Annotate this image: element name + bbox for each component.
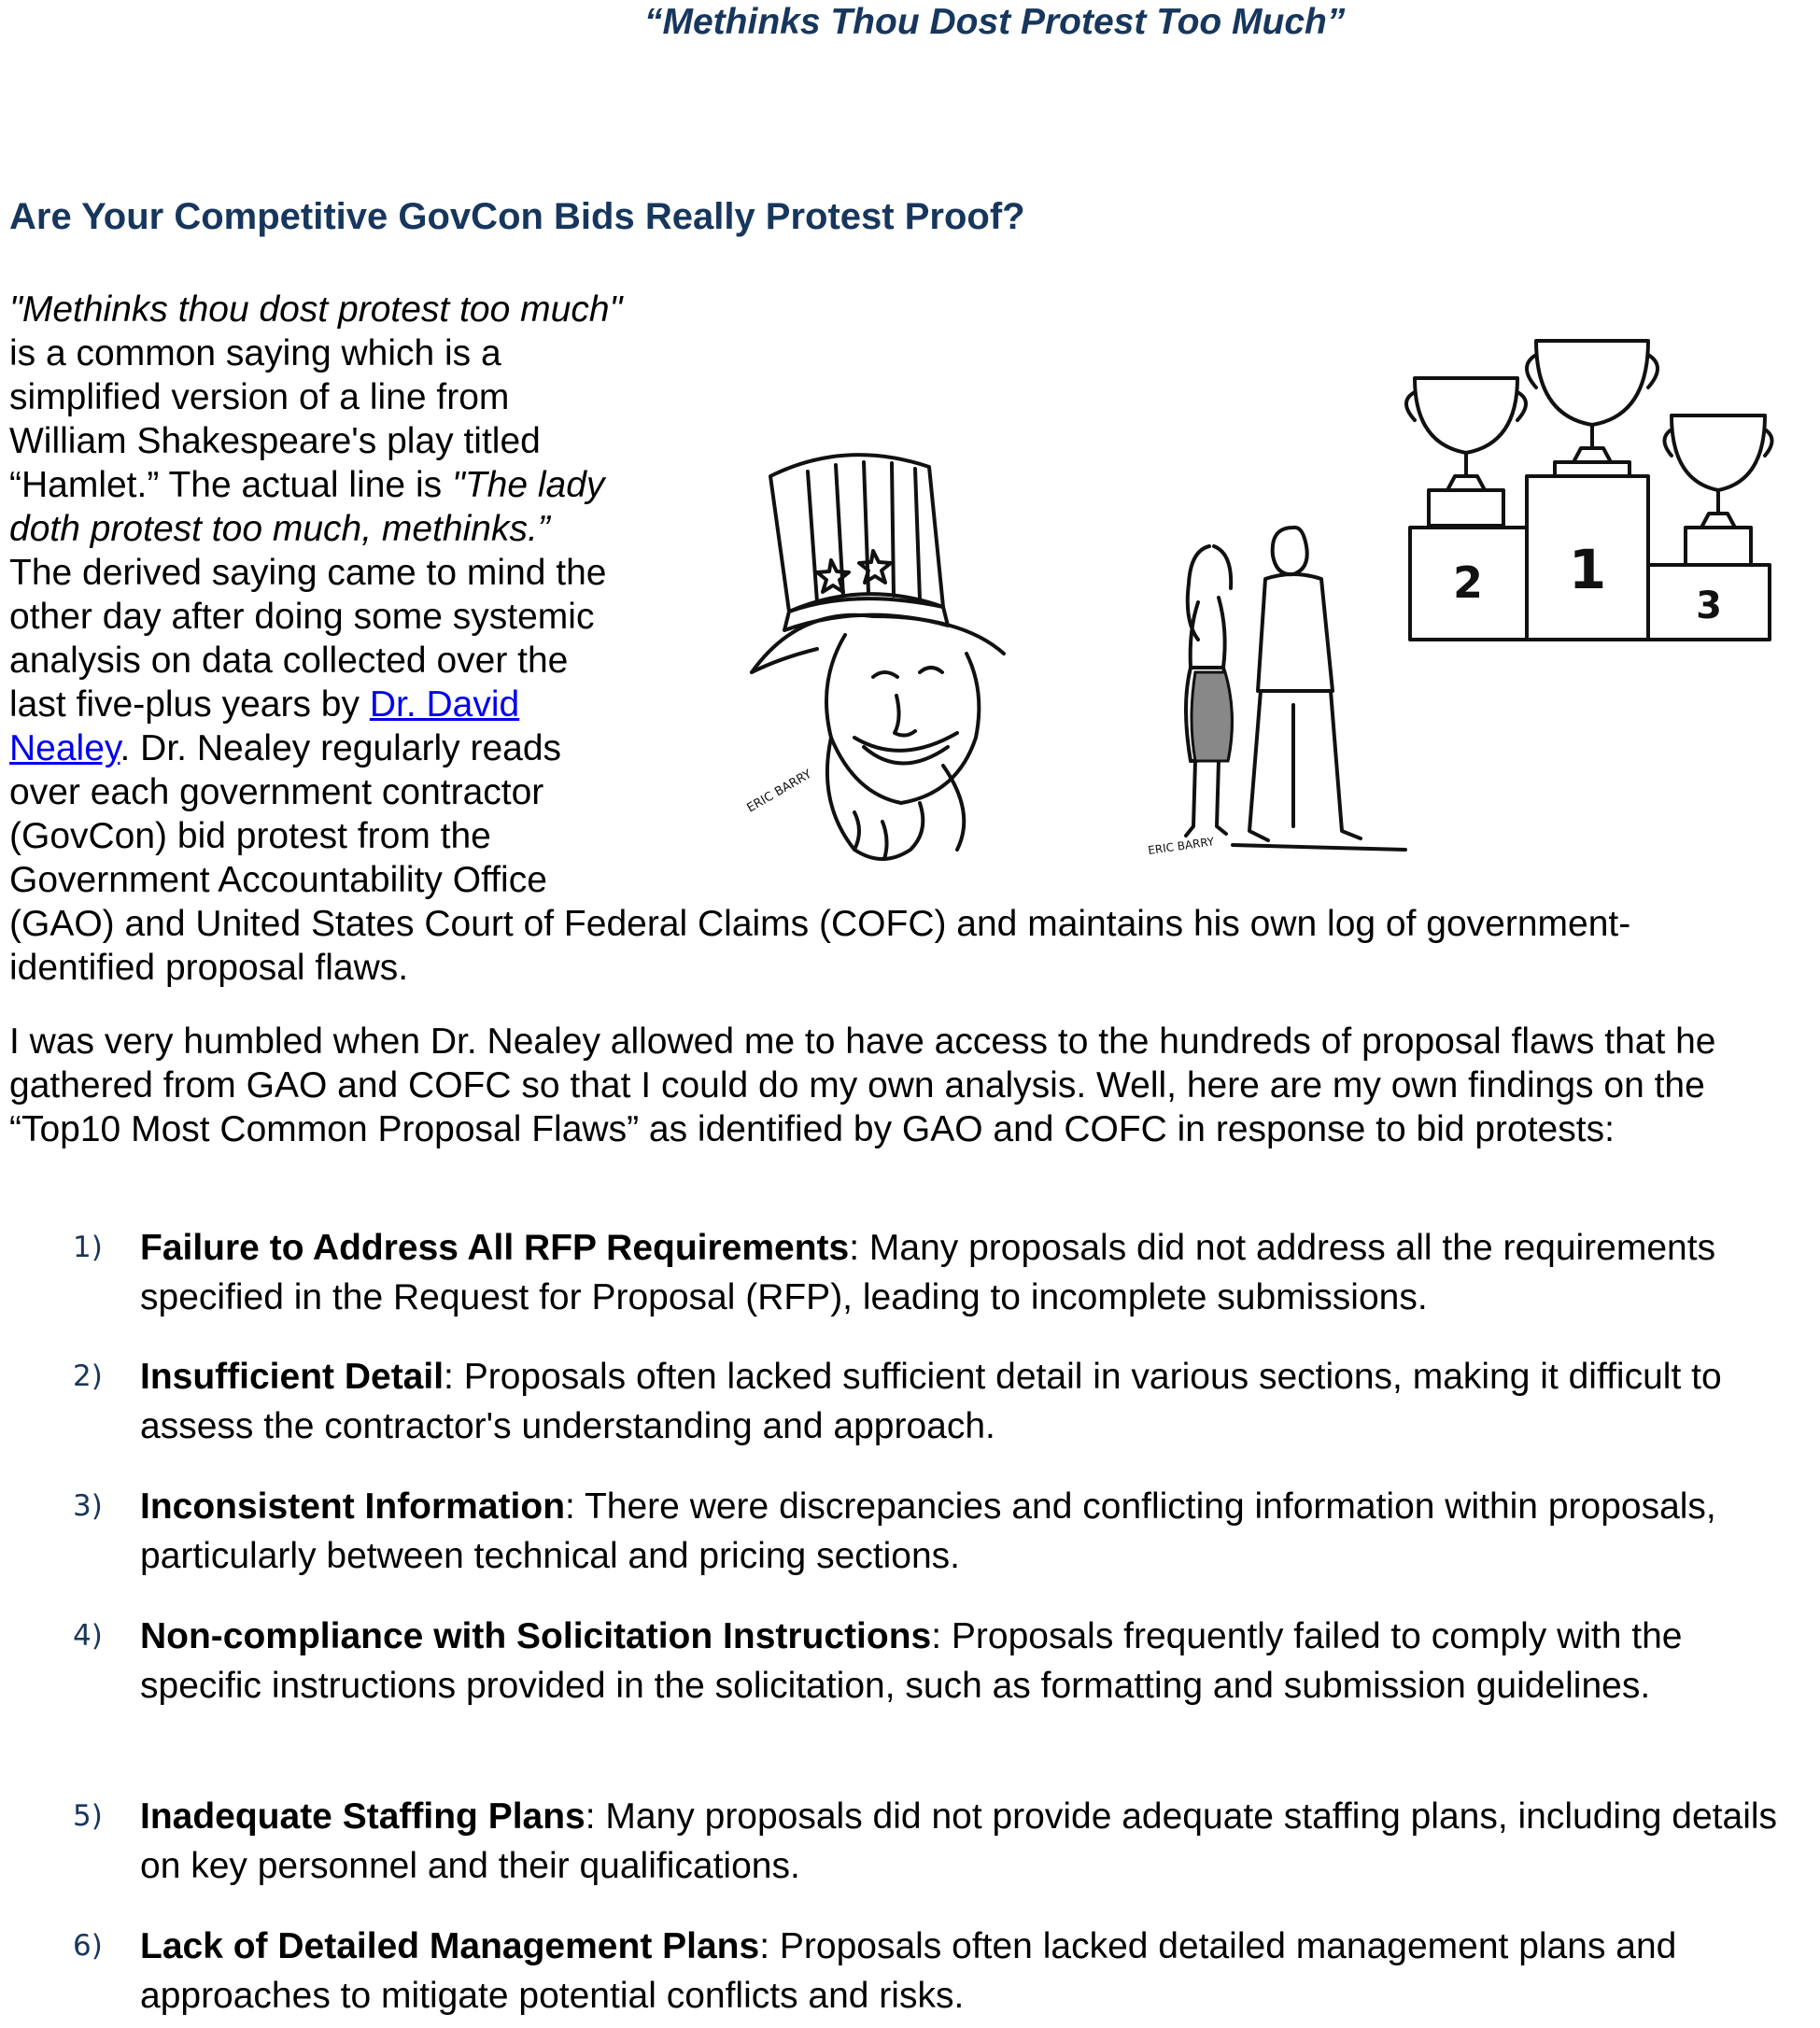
intro-line: over each government contractor xyxy=(9,772,544,812)
intro-line: “Hamlet.” The actual line is xyxy=(9,465,452,505)
list-number: 1) xyxy=(73,1231,103,1264)
intro-line: William Shakespeare's play titled xyxy=(9,421,541,461)
intro-line: identified proposal flaws. xyxy=(9,948,409,988)
podium-label-3: 3 xyxy=(1696,584,1722,627)
flaw-title: Insufficient Detail xyxy=(140,1357,444,1397)
signature-b: ERIC BARRY xyxy=(1147,835,1216,857)
flaw-title: Lack of Detailed Management Plans xyxy=(140,1926,760,1966)
couple-illustration xyxy=(1144,518,1415,873)
intro-quote: "The lady xyxy=(451,465,605,505)
flaw-description: : Many proposals did not provide adequate staffing plans, including details on key personnel and their qualifications. xyxy=(140,1796,1778,1886)
banner-title: “Methinks Thou Dost Protest Too Much” xyxy=(644,2,1346,42)
intro-line: other day after doing some systemic xyxy=(9,597,595,637)
article-headline: Are Your Competitive GovCon Bids Really Protest Proof? xyxy=(9,196,1025,237)
list-number: 4) xyxy=(73,1619,103,1653)
flaw-description: : Many proposals did not address all the requirements specified in the Request for Proposal (RFP), leading to incomplete submissions. xyxy=(140,1228,1716,1317)
flaw-title: Inconsistent Information xyxy=(140,1486,566,1527)
podium-trophies-illustration xyxy=(1401,327,1774,649)
intro-line: is a common saying which is a xyxy=(9,333,501,373)
flaw-description: : Proposals often lacked sufficient detail in various sections, making it difficult to assess the contractor's understanding and approach. xyxy=(140,1357,1722,1446)
intro-line: . Dr. Nealey regularly reads xyxy=(120,728,562,768)
intro-line: Government Accountability Office xyxy=(9,860,547,900)
list-number: 5) xyxy=(73,1799,103,1833)
analysis-paragraph: I was very humbled when Dr. Nealey allowed me to have access to the hundreds of proposal flaws that he gathered from GAO and COFC so that I could do my own analysis. Well, here are my own findings on the “Top10 Most Common Proposal Flaws” as identified by GAO and COFC in response to bid protests: xyxy=(9,1021,1716,1149)
list-number: 6) xyxy=(73,1929,103,1963)
podium-label-1: 1 xyxy=(1568,538,1607,601)
intro-line: (GovCon) bid protest from the xyxy=(9,816,491,856)
list-number: 3) xyxy=(73,1489,103,1523)
flaw-title: Inadequate Staffing Plans xyxy=(140,1796,586,1837)
flaw-title: Failure to Address All RFP Requirements xyxy=(140,1228,850,1268)
intro-quote: doth protest too much, methinks.” xyxy=(9,509,550,549)
dr-nealey-link-cont[interactable]: Nealey xyxy=(9,728,120,768)
list-number: 2) xyxy=(73,1359,103,1393)
flaw-description: : Proposals frequently failed to comply with the specific instructions provided in the solicitation, such as formatting and submission guidelines. xyxy=(140,1616,1683,1706)
flaw-description: : There were discrepancies and conflicting information within proposals, particularly between technical and pricing sections. xyxy=(140,1486,1716,1576)
intro-line: "Methinks thou dost protest too much" xyxy=(9,289,623,330)
intro-line: simplified version of a line from xyxy=(9,377,510,417)
signature-a: ERIC BARRY xyxy=(744,767,814,816)
intro-line: The derived saying came to mind the xyxy=(9,553,607,593)
flaw-description: : Proposals often lacked detailed management plans and approaches to mitigate potential conflicts and risks. xyxy=(140,1926,1677,2016)
dr-nealey-link[interactable]: Dr. David xyxy=(369,684,520,725)
intro-line: (GAO) and United States Court of Federal Claims (COFC) and maintains his own log of government- xyxy=(9,904,1631,944)
flaw-title: Non-compliance with Solicitation Instructions xyxy=(140,1616,932,1656)
intro-line: analysis on data collected over the xyxy=(9,641,569,681)
intro-line: last five-plus years by xyxy=(9,684,370,725)
podium-label-2: 2 xyxy=(1452,557,1484,608)
uncle-sam-illustration xyxy=(742,439,1023,868)
